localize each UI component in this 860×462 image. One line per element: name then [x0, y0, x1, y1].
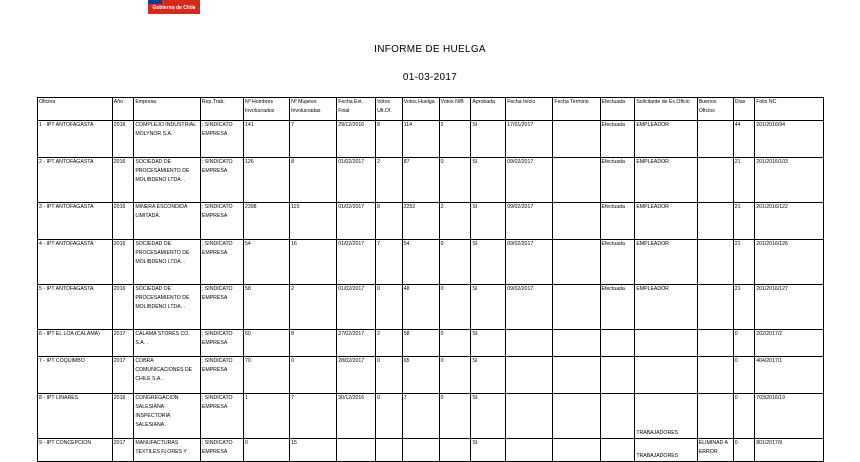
- table-cell: SOCIEDAD DE PROCESAMIENTO DE MOLIBDENO LTDA. .: [134, 285, 201, 330]
- table-cell: 202/2017/2: [755, 330, 824, 357]
- table-cell: ; SINDICATO EMPRESA: [200, 158, 243, 203]
- table-cell: 0: [439, 285, 471, 330]
- table-cell: [697, 203, 733, 240]
- col-header: Nº Hombres Involucrados: [243, 98, 289, 121]
- table-cell: [697, 357, 733, 394]
- table-cell: 141: [243, 121, 289, 158]
- col-header: Aprobada: [471, 98, 506, 121]
- table-cell: 17/01/2017: [506, 121, 553, 158]
- col-header: Nº Mujeres Involucradas: [290, 98, 337, 121]
- table-cell: 0: [439, 240, 471, 285]
- table-cell: EMPLEADOR: [635, 158, 698, 203]
- table-cell: [697, 240, 733, 285]
- table-cell: ; SINDICATO EMPRESA: [200, 121, 243, 158]
- table-cell: [697, 285, 733, 330]
- table-cell: [600, 357, 635, 394]
- col-header: Año: [112, 98, 134, 121]
- table-cell: 09/02/2017: [506, 203, 553, 240]
- table-cell: 3 - IPT ANTOFAGASTA: [38, 203, 113, 240]
- gobierno-logo: [148, 0, 200, 14]
- table-cell: [506, 439, 553, 462]
- table-cell: 7 - IPT COQUIMBO: [38, 357, 113, 394]
- table-cell: Efectuada: [600, 121, 635, 158]
- table-cell: [506, 330, 553, 357]
- table-cell: 0: [439, 158, 471, 203]
- table-cell: 01/02/2017: [337, 240, 376, 285]
- table-cell: MANUFACTURAS TEXTILES FLORES Y: [134, 439, 201, 462]
- table-cell: 21: [733, 203, 755, 240]
- col-header: Oficina: [38, 98, 113, 121]
- table-cell: Efectuada: [600, 285, 635, 330]
- table-cell: 2016: [112, 158, 134, 203]
- table-cell: [553, 357, 600, 394]
- table-cell: [600, 330, 635, 357]
- table-cell: [697, 121, 733, 158]
- table-cell: [600, 394, 635, 439]
- table-cell: 09/02/2017: [506, 240, 553, 285]
- table-cell: EMPLEADOR: [635, 240, 698, 285]
- table-cell: 0: [376, 357, 403, 394]
- table-cell: [553, 330, 600, 357]
- col-header: Días: [733, 98, 755, 121]
- table-cell: 2: [376, 158, 403, 203]
- report-date: 01-03-2017: [402, 72, 458, 83]
- table-cell: ; SINDICATO EMPRESA: [200, 357, 243, 394]
- table-cell: EMPLEADOR: [635, 121, 698, 158]
- table-cell: 7: [402, 394, 439, 439]
- table-row: [38, 330, 824, 357]
- table-cell: SI: [471, 439, 506, 462]
- table-cell: 114: [402, 121, 439, 158]
- table-cell: SI: [471, 285, 506, 330]
- table-cell: 44: [733, 121, 755, 158]
- table-cell: 60: [243, 330, 289, 357]
- table-cell: EMPLEADOR: [635, 203, 698, 240]
- table-cell: 09/02/2017: [506, 158, 553, 203]
- table-cell: 0: [376, 394, 403, 439]
- table-cell: 21: [733, 158, 755, 203]
- table-cell: 2: [290, 285, 337, 330]
- table-cell: ; SINDICATO EMPRESA: [200, 394, 243, 439]
- table-cell: EMPLEADOR: [635, 285, 698, 330]
- table-cell: 16: [290, 240, 337, 285]
- table-cell: 8: [290, 158, 337, 203]
- table-cell: 0: [733, 394, 755, 439]
- table-cell: CONGREGACION SALESIANA INSPECTORIA SALESIANA .: [134, 394, 201, 439]
- table-cell: 126: [243, 158, 289, 203]
- table-cell: [439, 439, 471, 462]
- table-cell: 2398: [243, 203, 289, 240]
- table-cell: 2016: [112, 203, 134, 240]
- table-cell: 54: [243, 240, 289, 285]
- table-cell: SI: [471, 121, 506, 158]
- col-header: Fecha Ext. Final: [337, 98, 376, 121]
- table-cell: ; SINDICATO EMPRESA: [200, 240, 243, 285]
- table-cell: CALAMA STORES CO. S.A. .: [134, 330, 201, 357]
- table-cell: 4 - IPT ANTOFAGASTA: [38, 240, 113, 285]
- table-cell: [402, 439, 439, 462]
- table-cell: SI: [471, 357, 506, 394]
- col-header: Buenos Oficios: [697, 98, 733, 121]
- table-cell: ; SINDICATO EMPRESA: [200, 330, 243, 357]
- table-cell: 58: [243, 285, 289, 330]
- table-cell: 27/02/2017: [337, 330, 376, 357]
- table-cell: [697, 394, 733, 439]
- table-row: [38, 158, 824, 203]
- table-row: [38, 439, 824, 462]
- table-cell: Efectuada: [600, 158, 635, 203]
- table-cell: [635, 357, 698, 394]
- table-cell: 65: [402, 357, 439, 394]
- table-cell: 0: [376, 285, 403, 330]
- table-cell: [553, 285, 600, 330]
- table-cell: 2: [439, 121, 471, 158]
- table-cell: SI: [471, 330, 506, 357]
- col-header: Fecha Inicio: [506, 98, 553, 121]
- col-header: Votos Huelga: [402, 98, 439, 121]
- table-cell: 0: [439, 394, 471, 439]
- table-cell: [506, 394, 553, 439]
- table-cell: [506, 357, 553, 394]
- table-cell: MINERA ESCONDIDA LIMITADA.: [134, 203, 201, 240]
- table-cell: [697, 158, 733, 203]
- table-cell: 87: [402, 158, 439, 203]
- table-cell: 0: [243, 439, 289, 462]
- table-cell: 2 - IPT ANTOFAGASTA: [38, 158, 113, 203]
- table-row: [38, 394, 824, 439]
- table-cell: 54: [402, 240, 439, 285]
- table-cell: 404/2017/1: [755, 357, 824, 394]
- table-cell: 2016: [112, 394, 134, 439]
- table-cell: 2016: [112, 285, 134, 330]
- table-cell: 201/2016/94: [755, 121, 824, 158]
- table-cell: 2252: [402, 203, 439, 240]
- col-header: Votos N/B: [439, 98, 471, 121]
- table-cell: [553, 158, 600, 203]
- table-cell: TRABAJADORES: [635, 394, 698, 439]
- table-cell: SI: [471, 394, 506, 439]
- table-cell: [376, 439, 403, 462]
- table-cell: 6 - IPT EL LOA (CALAMA): [38, 330, 113, 357]
- table-cell: 21: [733, 240, 755, 285]
- table-cell: 48: [402, 285, 439, 330]
- col-header: Efectuada: [600, 98, 635, 121]
- col-header: Folio NC: [755, 98, 824, 121]
- table-cell: 01/02/2017: [337, 285, 376, 330]
- table-cell: 8: [376, 121, 403, 158]
- table-cell: 2017: [112, 357, 134, 394]
- table-cell: 201/2016/127: [755, 285, 824, 330]
- table-cell: Efectuada: [600, 203, 635, 240]
- table-cell: 01/02/2017: [337, 158, 376, 203]
- table-cell: 9 - IPT CONCEPCION: [38, 439, 113, 462]
- table-cell: 7: [290, 394, 337, 439]
- table-cell: 70: [243, 357, 289, 394]
- table-cell: 201/2016/103: [755, 158, 824, 203]
- table-cell: Efectuada: [600, 240, 635, 285]
- table-cell: [553, 203, 600, 240]
- col-header: Fecha Termino: [553, 98, 600, 121]
- table-cell: 2016: [112, 121, 134, 158]
- table-cell: 30/12/2016: [337, 394, 376, 439]
- table-cell: 29/12/2016: [337, 121, 376, 158]
- table-cell: 8: [290, 330, 337, 357]
- table-cell: 15: [290, 439, 337, 462]
- table-row: [38, 203, 824, 240]
- table-cell: 0: [439, 357, 471, 394]
- table-cell: 0: [290, 357, 337, 394]
- table-cell: ; SINDICATO EMPRESA: [200, 203, 243, 240]
- table-header-row: [38, 98, 824, 121]
- table-cell: 8: [376, 203, 403, 240]
- table-cell: 115: [290, 203, 337, 240]
- table-cell: SI: [471, 203, 506, 240]
- strike-report-table: [37, 97, 824, 462]
- table-cell: [600, 439, 635, 462]
- table-cell: [553, 121, 600, 158]
- table-cell: 8 - IPT LINARES: [38, 394, 113, 439]
- table-cell: COMPLEJO INDUSTRIAL MOLYNOR S.A.: [134, 121, 201, 158]
- table-cell: 2016: [112, 240, 134, 285]
- table-cell: ; SINDICATO EMPRESA: [200, 285, 243, 330]
- table-cell: 0: [439, 330, 471, 357]
- table-cell: 5 - IPT ANTOFAGASTA: [38, 285, 113, 330]
- table-cell: SOCIEDAD DE PROCESAMIENTO DE MOLIBDENO LTDA. .: [134, 240, 201, 285]
- report-title: INFORME DE HUELGA: [374, 44, 486, 55]
- table-row: [38, 285, 824, 330]
- table-row: [38, 121, 824, 158]
- col-header: Empresa: [134, 98, 201, 121]
- table-cell: 1 - IPT ANTOFAGASTA: [38, 121, 113, 158]
- table-row: [38, 240, 824, 285]
- table-cell: 58: [402, 330, 439, 357]
- table-cell: COBRA COMUNICACIONES DE CHILE S.A. .: [134, 357, 201, 394]
- table-cell: [553, 394, 600, 439]
- table-cell: [697, 330, 733, 357]
- table-cell: 7: [290, 121, 337, 158]
- table-cell: 1: [243, 394, 289, 439]
- table-cell: SI: [471, 240, 506, 285]
- table-cell: SOCIEDAD DE PROCESAMIENTO DE MOLIBDENO LTDA. .: [134, 158, 201, 203]
- table-cell: SI: [471, 158, 506, 203]
- table-cell: ; SINDICATO EMPRESA: [200, 439, 243, 462]
- table-cell: 2017: [112, 330, 134, 357]
- logo-text: Gobierno de Chile: [152, 5, 196, 11]
- table-cell: 28/02/2017: [337, 357, 376, 394]
- table-cell: [337, 439, 376, 462]
- table-cell: [553, 240, 600, 285]
- table-cell: 01/02/2017: [337, 203, 376, 240]
- table-cell: [635, 330, 698, 357]
- col-header: Votos Ult.Of.: [376, 98, 403, 121]
- table-cell: 0: [733, 330, 755, 357]
- table-cell: TRABAJADORES: [635, 439, 698, 462]
- table-row: [38, 357, 824, 394]
- table-cell: 201/2016/126: [755, 240, 824, 285]
- table-cell: 7: [376, 240, 403, 285]
- table-cell: 703/2016/19: [755, 394, 824, 439]
- table-cell: 201/2016/122: [755, 203, 824, 240]
- table-cell: 2: [439, 203, 471, 240]
- table-cell: ELIMINAD A ERROR: [697, 439, 733, 462]
- table-cell: 2017: [112, 439, 134, 462]
- table-cell: [553, 439, 600, 462]
- table-cell: 09/02/2017: [506, 285, 553, 330]
- table-cell: 801/2017/9: [755, 439, 824, 462]
- table-cell: 2: [376, 330, 403, 357]
- col-header: Solicitante de Ex.Oficio: [635, 98, 698, 121]
- table-cell: 0: [733, 357, 755, 394]
- table-cell: 21: [733, 285, 755, 330]
- col-header: Rep.Trab.: [200, 98, 243, 121]
- table-cell: 0: [733, 439, 755, 462]
